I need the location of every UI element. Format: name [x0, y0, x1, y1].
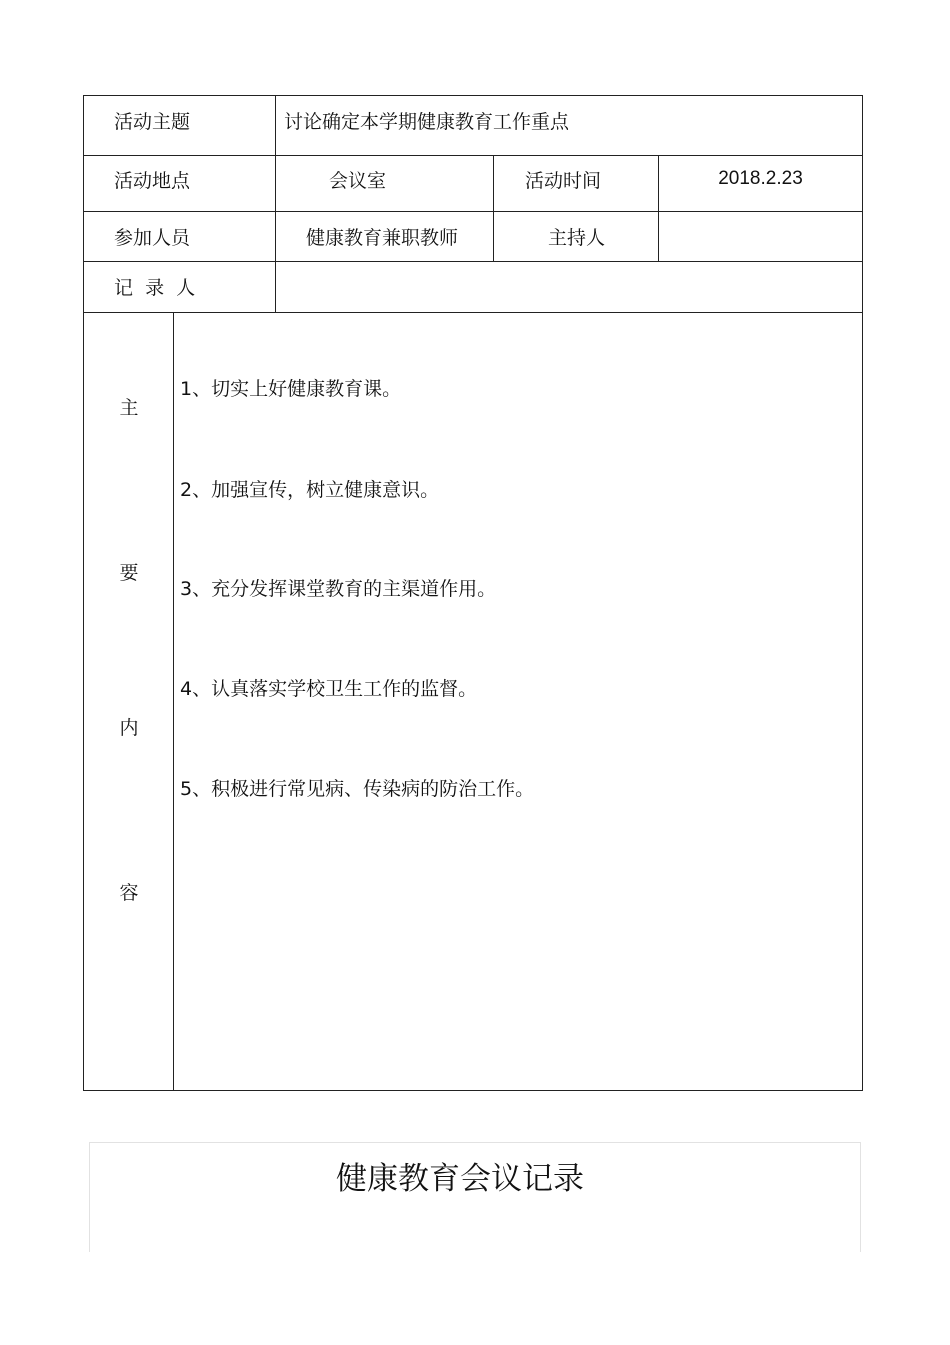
- topic-label: 活动主题: [114, 110, 191, 133]
- content-item: 4、认真落实学校卫生工作的监督。: [180, 678, 478, 700]
- host-label: 主持人: [548, 226, 606, 249]
- col-divider: [493, 155, 494, 262]
- row-divider: [84, 211, 862, 212]
- location-value: 会议室: [329, 169, 387, 192]
- main-content-label-char: 要: [119, 562, 139, 584]
- content-item: 1、切实上好健康教育课。: [180, 378, 402, 400]
- row-divider: [84, 261, 862, 262]
- location-label: 活动地点: [114, 169, 191, 192]
- topic-value: 讨论确定本学期健康教育工作重点: [284, 110, 570, 133]
- content-item: 5、积极进行常见病、传染病的防治工作。: [180, 778, 535, 800]
- participants-label: 参加人员: [114, 226, 191, 249]
- next-page-header: [89, 1142, 861, 1252]
- main-content-label-char: 容: [119, 882, 139, 904]
- row-divider: [84, 312, 862, 313]
- meeting-record-table: [83, 95, 863, 1091]
- participants-value: 健康教育兼职教师: [306, 226, 459, 249]
- content-item: 3、充分发挥课堂教育的主渠道作用。: [180, 578, 497, 600]
- content-item: 2、加强宣传，树立健康意识。: [180, 479, 440, 501]
- time-value: 2018.2.23: [718, 168, 803, 189]
- main-content-label-char: 内: [119, 717, 139, 739]
- document-title: 健康教育会议记录: [336, 1161, 584, 1197]
- main-content-label-char: 主: [119, 397, 139, 419]
- col-divider: [173, 312, 174, 1090]
- col-divider: [275, 96, 276, 312]
- recorder-label: 记 录 人: [114, 277, 196, 299]
- time-label: 活动时间: [525, 169, 602, 192]
